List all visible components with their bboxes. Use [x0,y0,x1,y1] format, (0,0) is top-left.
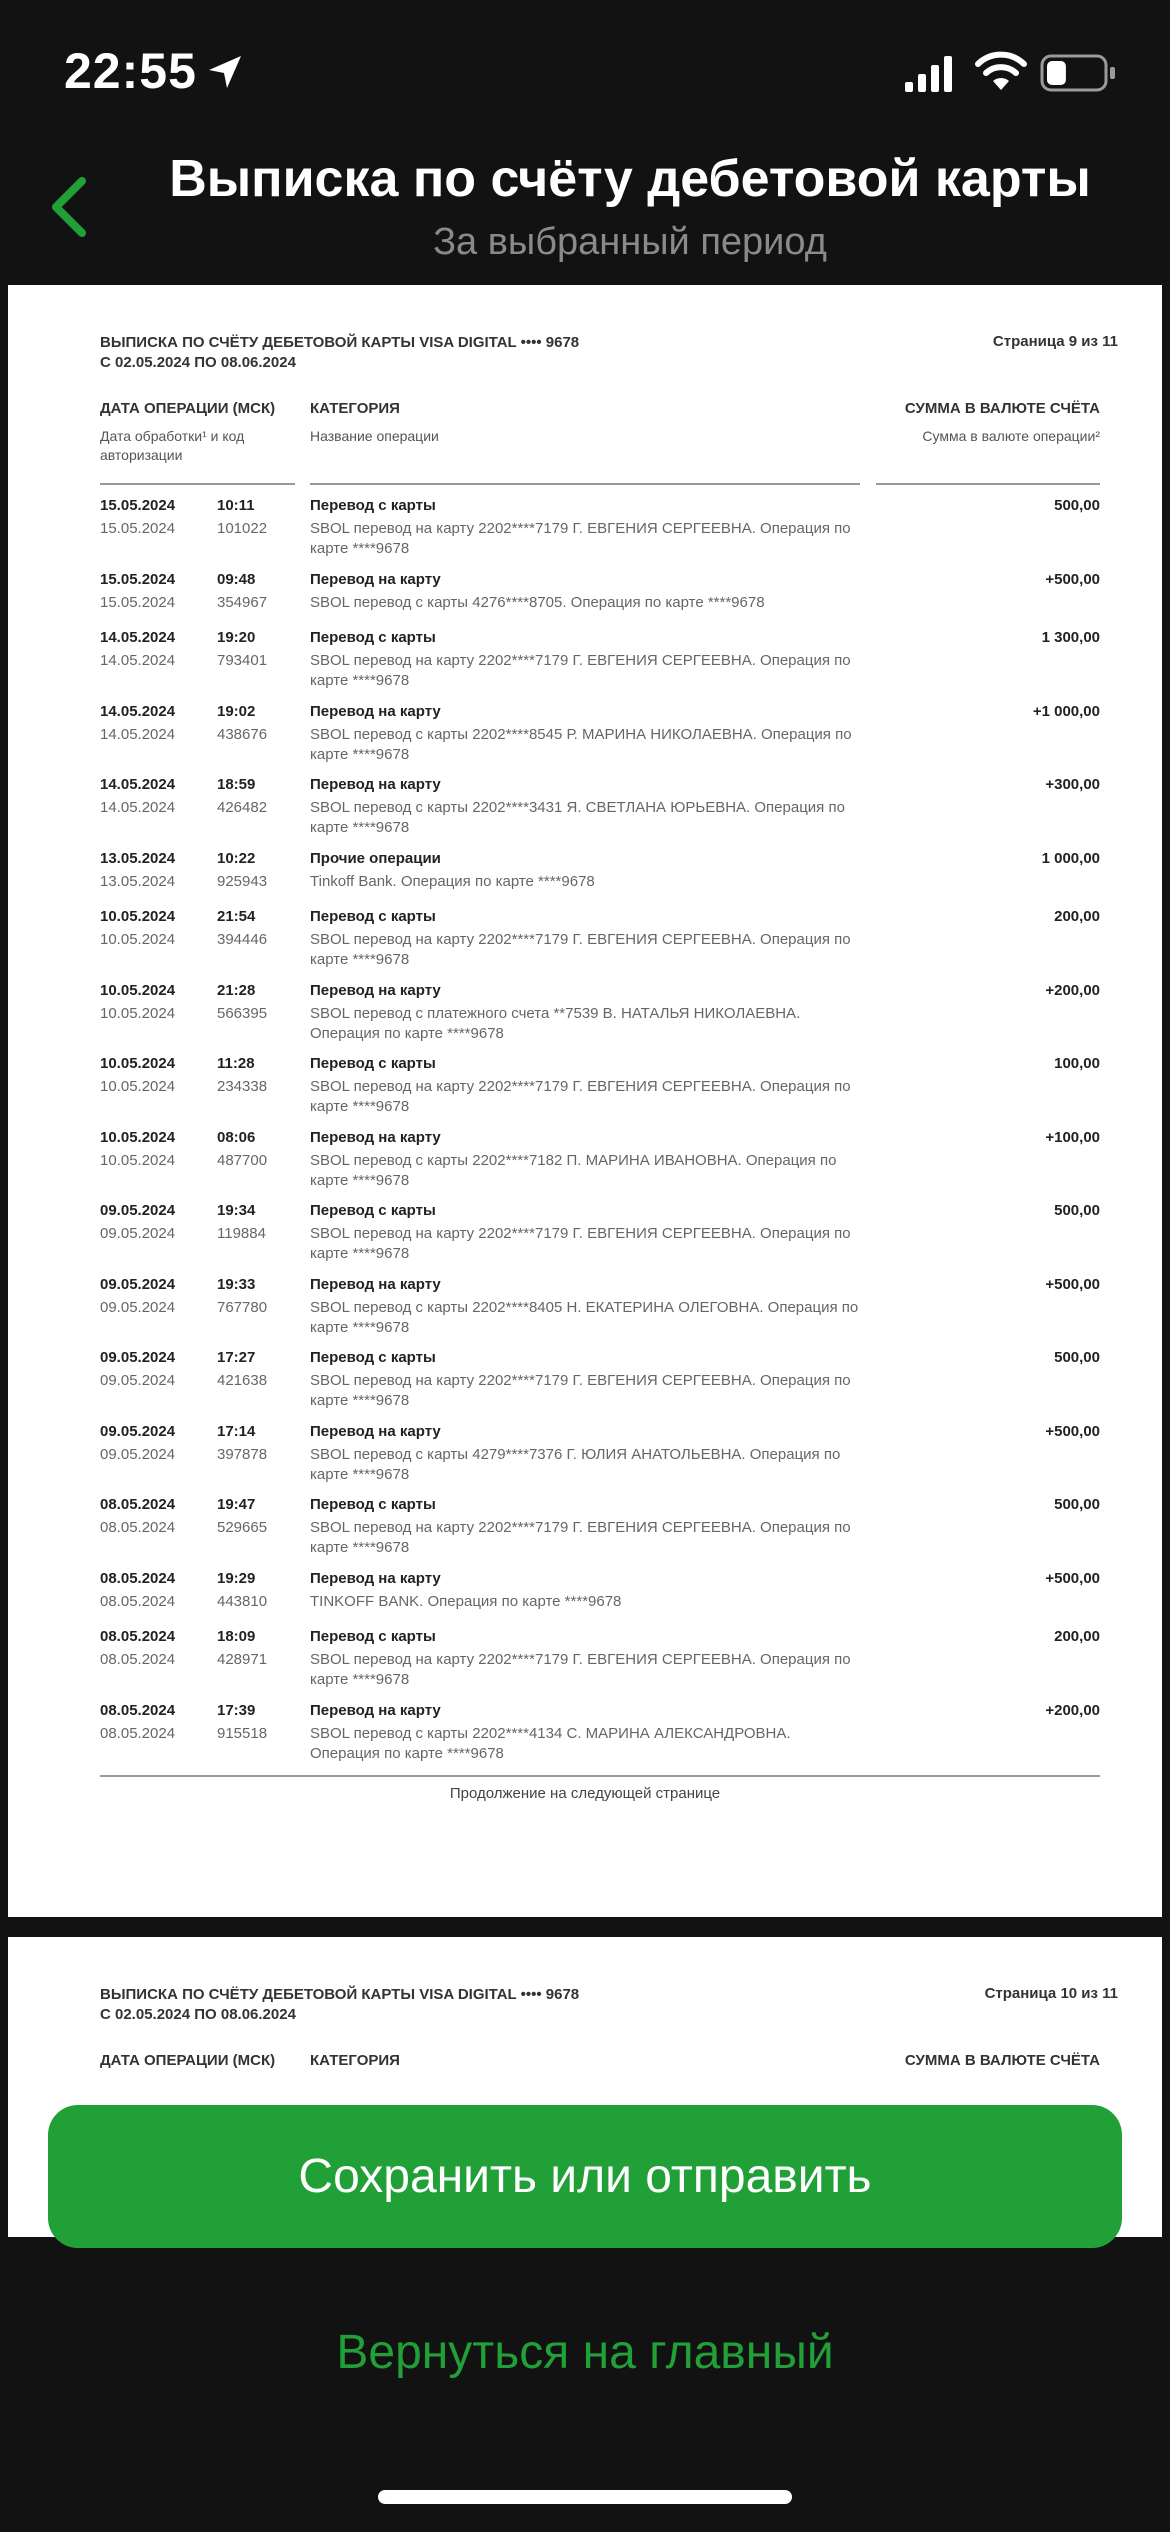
transaction-row [8,776,1162,850]
transaction-amount: 1 000,00 [1041,849,1100,867]
transaction-date: 10.05.2024 [100,908,176,925]
transaction-amount: 500,00 [1054,1349,1100,1366]
transaction-time: 10:22 [217,849,256,867]
processing-date: 08.05.2024 [100,1724,176,1742]
transaction-time: 21:54 [217,908,256,925]
transaction-row [8,908,1162,982]
transaction-row [8,1276,1162,1350]
transaction-description: TINKOFF BANK. Операция по карте ****9678 [310,1592,622,1610]
transaction-category: Перевод на карту [310,1701,441,1719]
auth-code: 767780 [217,1298,268,1316]
page-subtitle: За выбранный период [433,221,827,263]
transaction-amount: 200,00 [1054,1628,1100,1645]
transaction-amount: +100,00 [1045,1128,1100,1146]
transaction-date: 09.05.2024 [100,1275,176,1293]
transaction-date: 09.05.2024 [100,1349,176,1366]
transaction-time: 10:11 [217,497,255,514]
auth-code: 443810 [217,1592,268,1610]
auth-code: 397878 [217,1445,268,1463]
transaction-description: SBOL перевод с карты 2202****8545 Р. МАРИНА НИКОЛАЕВНА. Операция по карте ****9678 [310,725,852,763]
auth-code: 426482 [217,799,268,816]
transaction-time: 19:02 [217,702,256,720]
transaction-row [8,1202,1162,1276]
statement-title-line1: ВЫПИСКА ПО СЧЁТУ ДЕБЕТОВОЙ КАРТЫ VISA DIGITAL •••• 9678 [100,1986,580,2003]
auth-code: 354967 [217,593,268,611]
transaction-amount: +1 000,00 [1032,702,1100,720]
auth-code: 529665 [217,1519,268,1536]
transaction-time: 18:09 [217,1628,256,1645]
processing-date: 10.05.2024 [100,1004,176,1022]
transaction-category: Перевод на карту [310,1275,441,1293]
processing-date: 09.05.2024 [100,1372,176,1389]
transaction-row [8,1423,1162,1497]
header-divider [876,483,1100,485]
transaction-amount: 500,00 [1054,497,1100,514]
transaction-description: SBOL перевод на карту 2202****7179 Г. ЕВГЕНИЯ СЕРГЕЕВНА. Операция по карте ****9678 [310,1372,851,1409]
transaction-row [8,629,1162,703]
statement-title [100,333,579,373]
transaction-date: 08.05.2024 [100,1496,176,1513]
transaction-row [8,571,1162,630]
header-divider [310,483,860,485]
transaction-category: Перевод на карту [310,1422,441,1440]
processing-date: 10.05.2024 [100,1151,176,1169]
transaction-date: 10.05.2024 [100,981,176,999]
auth-code: 487700 [217,1151,268,1169]
col-header-category: КАТЕГОРИЯ [310,2052,400,2069]
transaction-date: 14.05.2024 [100,776,176,793]
transaction-row [8,982,1162,1056]
auth-code: 394446 [217,931,268,948]
transaction-amount: +500,00 [1045,1569,1100,1587]
transaction-description: SBOL перевод на карту 2202****7179 Г. ЕВГЕНИЯ СЕРГЕЕВНА. Операция по карте ****9678 [310,520,851,557]
transaction-date: 10.05.2024 [100,1055,176,1072]
processing-date: 08.05.2024 [100,1592,176,1610]
transaction-description: SBOL перевод на карту 2202****7179 Г. ЕВГЕНИЯ СЕРГЕЕВНА. Операция по карте ****9678 [310,931,851,968]
transaction-time: 17:14 [217,1422,256,1440]
page-number: Страница 9 из 11 [992,333,1118,350]
transaction-description: SBOL перевод на карту 2202****7179 Г. ЕВГЕНИЯ СЕРГЕЕВНА. Операция по карте ****9678 [310,652,851,689]
transaction-date: 14.05.2024 [100,629,176,646]
transaction-row [8,1055,1162,1129]
transaction-description: SBOL перевод с карты 4276****8705. Операция по карте ****9678 [310,593,765,611]
statement-period: С 02.05.2024 ПО 08.06.2024 [100,2006,296,2023]
transaction-description: SBOL перевод на карту 2202****7179 Г. ЕВГЕНИЯ СЕРГЕЕВНА. Операция по карте ****9678 [310,1519,851,1556]
transaction-category: Перевод на карту [310,570,441,588]
processing-date: 14.05.2024 [100,725,176,743]
transaction-date: 14.05.2024 [100,702,176,720]
transaction-date: 08.05.2024 [100,1569,176,1587]
col-subheader-date: Дата обработки¹ и код авторизации [100,428,245,463]
footer-divider [100,1775,1100,1777]
auth-code: 925943 [217,872,268,890]
transaction-description: SBOL перевод с карты 4279****7376 Г. ЮЛИЯ АНАТОЛЬЕВНА. Операция по карте ****9678 [310,1445,841,1483]
page-title: Выписка по счёту дебетовой карты [169,150,1091,208]
transaction-category: Перевод с карты [310,497,436,514]
continue-note: Продолжение на следующей странице [449,1785,721,1802]
transaction-description: SBOL перевод с карты 2202****7182 П. МАРИНА ИВАНОВНА. Операция по карте ****9678 [310,1151,837,1189]
col-subheader-amount: Сумма в валюте операции² [922,428,1100,444]
transaction-description: SBOL перевод с карты 2202****8405 Н. ЕКАТЕРИНА ОЛЕГОВНА. Операция по карте ****9678 [310,1298,859,1336]
transaction-description: Tinkoff Bank. Операция по карте ****9678 [310,872,595,890]
auth-code: 428971 [217,1651,268,1668]
col-header-date: ДАТА ОПЕРАЦИИ (МСК) [100,400,276,417]
transaction-time: 08:06 [217,1128,256,1146]
transaction-description: SBOL перевод с карты 2202****3431 Я. СВЕТЛАНА ЮРЬЕВНА. Операция по карте ****9678 [310,799,845,836]
transaction-row [8,850,1162,909]
auth-code: 566395 [217,1004,268,1022]
cellular-signal-icon [905,56,955,92]
transaction-amount: +500,00 [1045,1275,1100,1293]
transaction-row [8,1349,1162,1423]
transaction-time: 11:28 [217,1055,255,1072]
transaction-description: SBOL перевод с карты 2202****4134 С. МАРИНА АЛЕКСАНДРОВНА. Операция по карте ****9678 [310,1724,791,1762]
transaction-row [8,1129,1162,1203]
transaction-description: SBOL перевод на карту 2202****7179 Г. ЕВГЕНИЯ СЕРГЕЕВНА. Операция по карте ****9678 [310,1651,851,1688]
nav-header [0,145,1170,275]
transaction-time: 09:48 [217,570,256,588]
col-header-date: ДАТА ОПЕРАЦИИ (МСК) [100,2052,276,2069]
processing-date: 08.05.2024 [100,1519,176,1536]
processing-date: 14.05.2024 [100,652,176,669]
status-time: 22:55 [64,43,197,99]
transaction-row [8,1702,1162,1776]
transaction-category: Перевод на карту [310,981,441,999]
processing-date: 14.05.2024 [100,799,176,816]
auth-code: 438676 [217,725,268,743]
transaction-date: 13.05.2024 [100,849,176,867]
status-bar [0,0,1170,145]
location-arrow-icon [205,52,245,92]
col-header-amount: СУММА В ВАЛЮТЕ СЧЁТА [904,2052,1100,2069]
transaction-amount: +500,00 [1045,570,1100,588]
transaction-amount: +500,00 [1045,1422,1100,1440]
processing-date: 10.05.2024 [100,1078,176,1095]
processing-date: 08.05.2024 [100,1651,176,1668]
statement-title [100,1985,579,2025]
auth-code: 421638 [217,1372,268,1389]
transaction-category: Перевод на карту [310,1569,441,1587]
transaction-amount: 100,00 [1054,1055,1100,1072]
transaction-category: Перевод на карту [310,1128,441,1146]
statement-period: С 02.05.2024 ПО 08.06.2024 [100,354,296,371]
col-subheader-category: Название операции [310,428,439,444]
col-header-category: КАТЕГОРИЯ [310,400,400,417]
page-number: Страница 10 из 11 [984,1985,1118,2002]
transaction-time: 18:59 [217,776,256,793]
transaction-date: 08.05.2024 [100,1628,176,1645]
transaction-category: Перевод с карты [310,1628,436,1645]
transaction-amount: 1 300,00 [1041,629,1100,646]
statement-page-9 [8,285,1162,1917]
transaction-category: Перевод с карты [310,1202,436,1219]
processing-date: 09.05.2024 [100,1225,176,1242]
transaction-date: 15.05.2024 [100,497,176,514]
back-chevron-icon[interactable] [40,167,100,247]
processing-date: 13.05.2024 [100,872,176,890]
transaction-amount: +200,00 [1045,981,1100,999]
transaction-category: Перевод с карты [310,1349,436,1366]
transaction-time: 17:27 [217,1349,256,1366]
processing-date: 09.05.2024 [100,1445,176,1463]
transactions-list [8,497,1162,1775]
transaction-time: 19:29 [217,1569,256,1587]
save-or-send-button[interactable]: Сохранить или отправить [48,2105,1122,2248]
transaction-category: Перевод на карту [310,702,441,720]
processing-date: 15.05.2024 [100,520,176,537]
battery-icon [1040,54,1116,92]
return-home-link[interactable]: Вернуться на главный [336,2326,834,2379]
transaction-time: 19:33 [217,1275,256,1293]
transaction-row [8,1570,1162,1629]
transaction-amount: 500,00 [1054,1496,1100,1513]
transaction-category: Перевод на карту [310,776,441,793]
transaction-category: Перевод с карты [310,629,436,646]
auth-code: 101022 [217,520,268,537]
transaction-row [8,1496,1162,1570]
col-header-amount: СУММА В ВАЛЮТЕ СЧЁТА [904,400,1100,417]
auth-code: 793401 [217,652,268,669]
transaction-amount: +300,00 [1045,776,1100,793]
transaction-time: 17:39 [217,1701,256,1719]
transaction-description: SBOL перевод на карту 2202****7179 Г. ЕВГЕНИЯ СЕРГЕЕВНА. Операция по карте ****9678 [310,1078,851,1115]
transaction-category: Перевод с карты [310,1496,436,1513]
transaction-date: 09.05.2024 [100,1202,176,1219]
transaction-category: Перевод с карты [310,1055,436,1072]
transaction-time: 21:28 [217,981,256,999]
transaction-row [8,703,1162,777]
transaction-row [8,1628,1162,1702]
auth-code: 915518 [217,1724,268,1742]
auth-code: 119884 [217,1225,266,1242]
processing-date: 10.05.2024 [100,931,176,948]
transaction-description: SBOL перевод с платежного счета **7539 В. НАТАЛЬЯ НИКОЛАЕВНА. Операция по карте ****9678 [310,1004,801,1042]
transaction-category: Прочие операции [310,849,441,867]
transaction-row [8,497,1162,571]
wifi-icon [975,52,1027,92]
document-viewer[interactable] [8,285,1162,2069]
transaction-amount: 500,00 [1054,1202,1100,1219]
transaction-date: 10.05.2024 [100,1128,176,1146]
processing-date: 09.05.2024 [100,1298,176,1316]
transaction-date: 09.05.2024 [100,1422,176,1440]
transaction-date: 08.05.2024 [100,1701,176,1719]
transaction-date: 15.05.2024 [100,570,176,588]
transaction-category: Перевод с карты [310,908,436,925]
transaction-time: 19:34 [217,1202,256,1219]
processing-date: 15.05.2024 [100,593,176,611]
auth-code: 234338 [217,1078,268,1095]
transaction-amount: 200,00 [1054,908,1100,925]
transaction-time: 19:20 [217,629,256,646]
home-indicator [378,2490,792,2504]
transaction-time: 19:47 [217,1496,256,1513]
transaction-description: SBOL перевод на карту 2202****7179 Г. ЕВГЕНИЯ СЕРГЕЕВНА. Операция по карте ****9678 [310,1225,851,1262]
transaction-amount: +200,00 [1045,1701,1100,1719]
statement-title-line1: ВЫПИСКА ПО СЧЁТУ ДЕБЕТОВОЙ КАРТЫ VISA DIGITAL •••• 9678 [100,334,580,351]
header-divider [100,483,295,485]
